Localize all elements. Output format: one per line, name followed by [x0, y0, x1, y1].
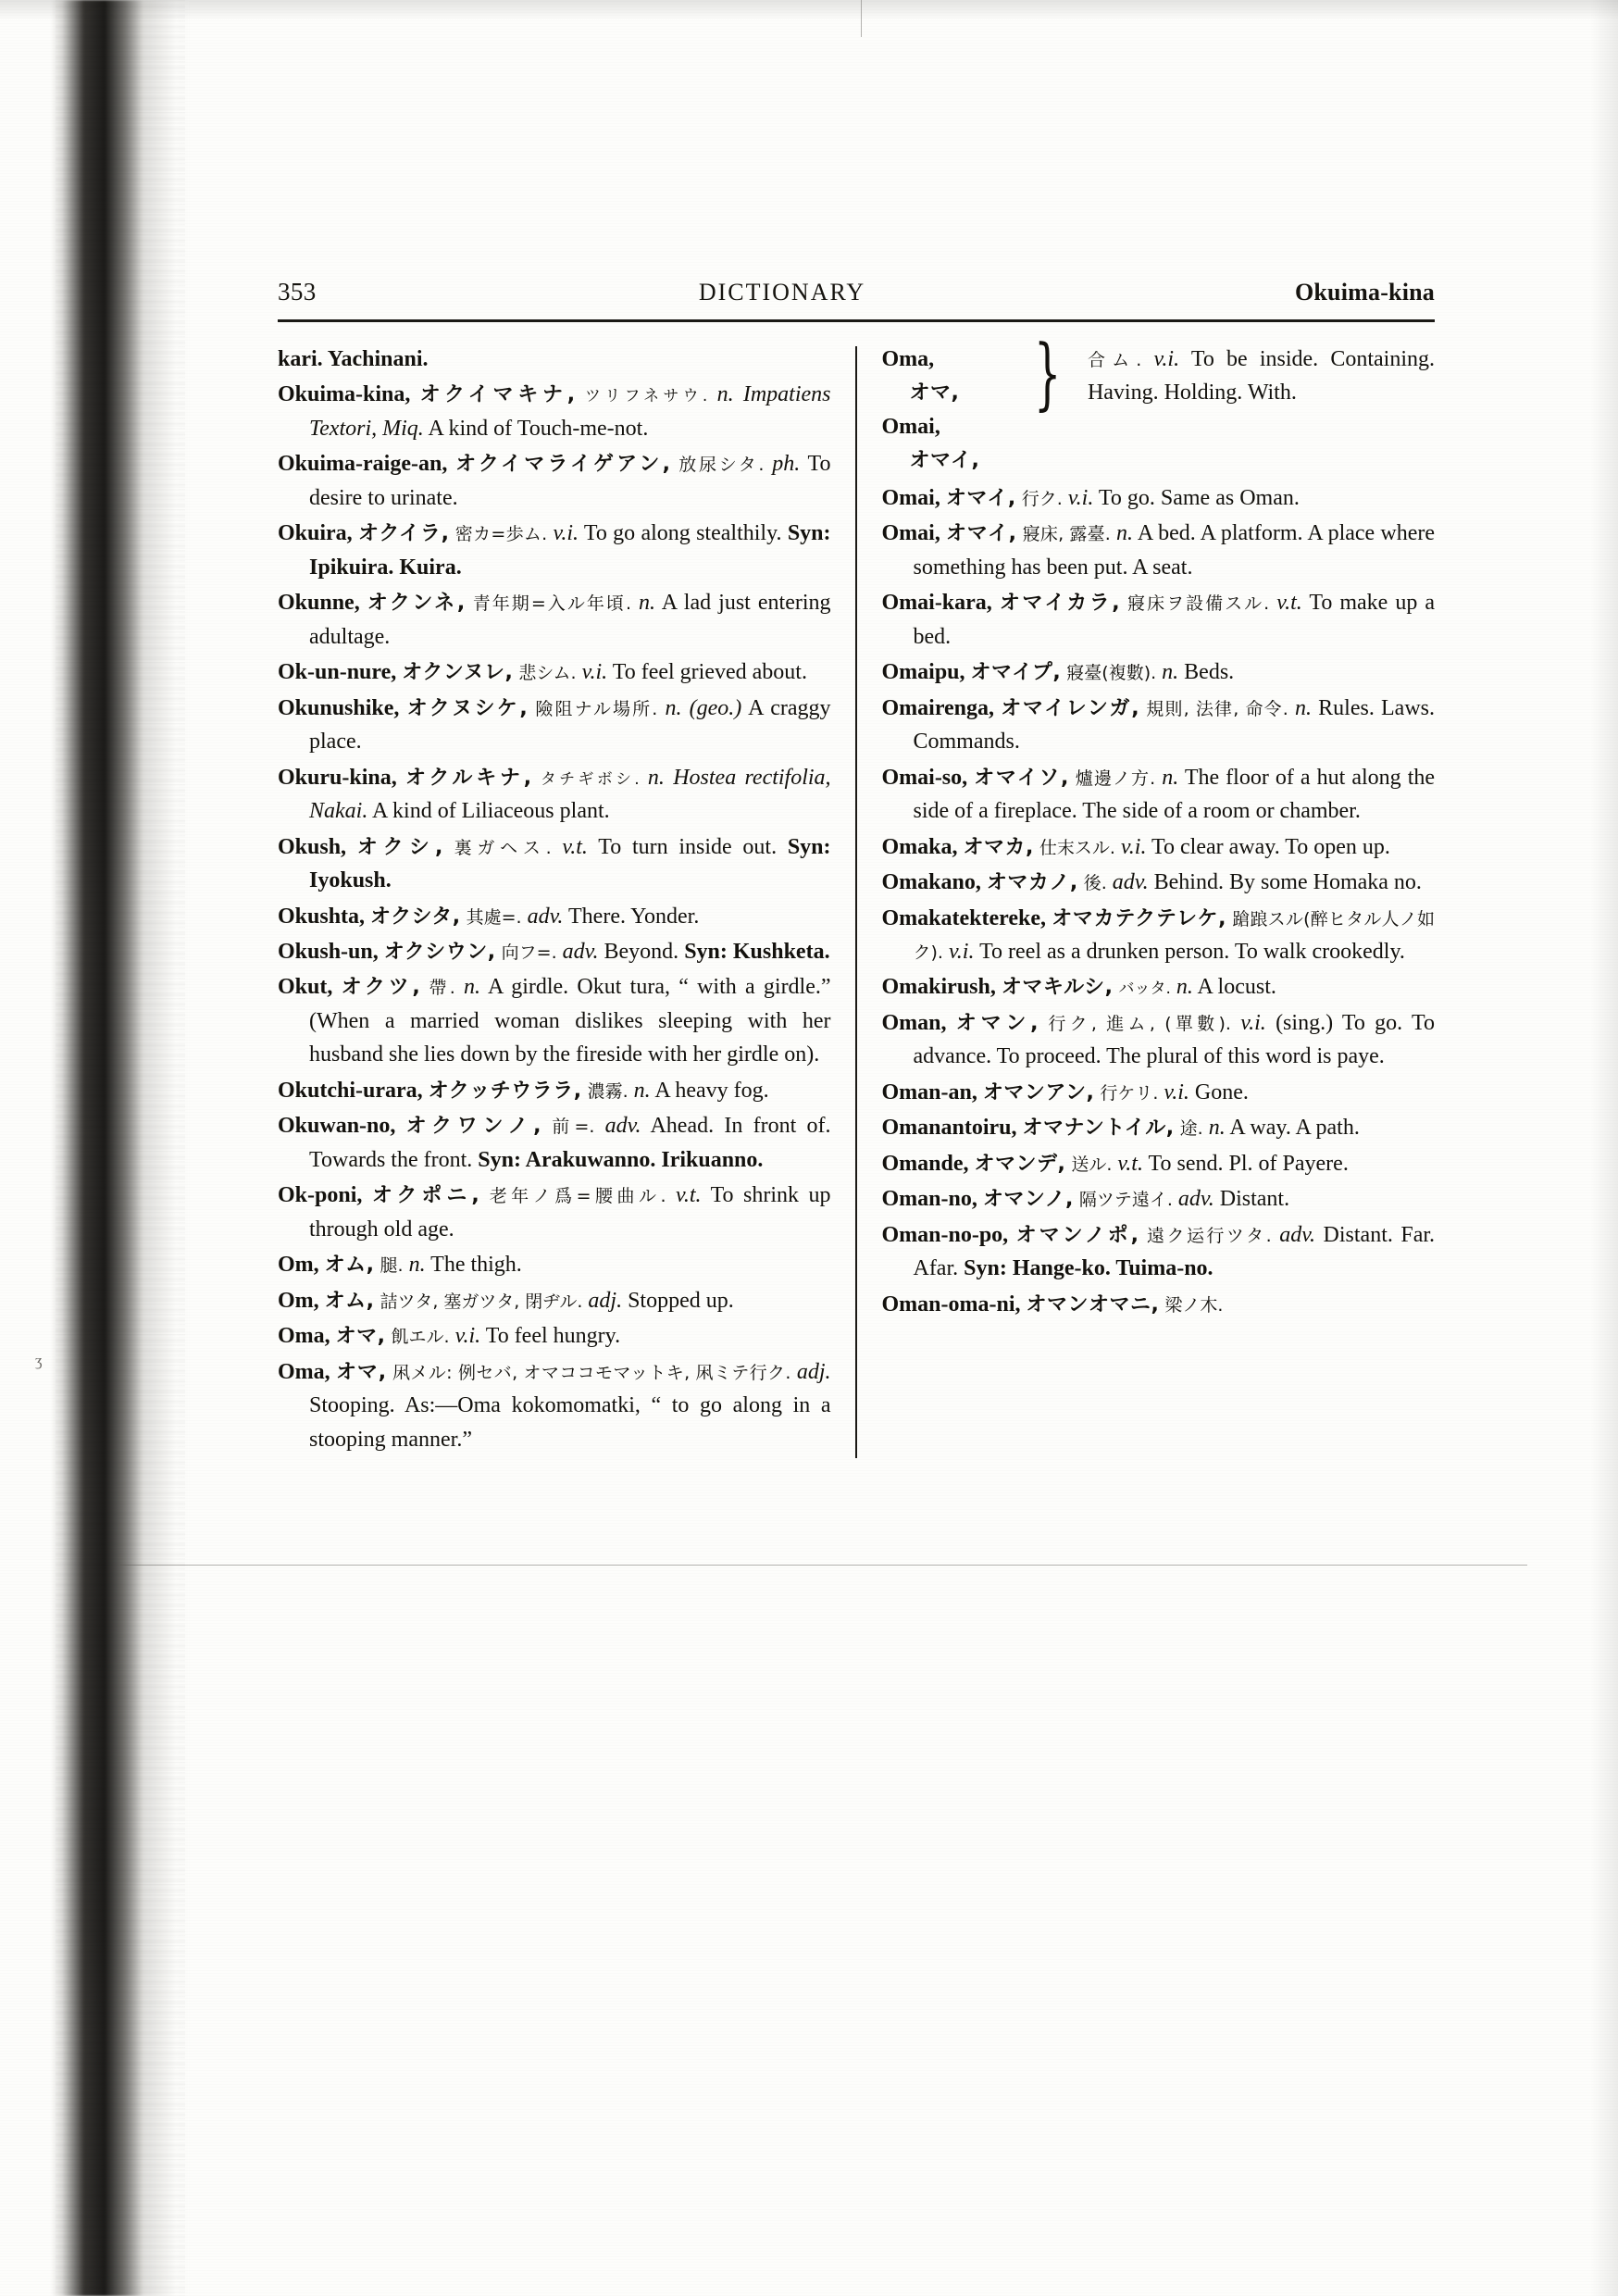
- carryover-line: [278, 343, 831, 376]
- entry-synonym: Syn: Arakuwanno. Irikuanno.: [478, 1147, 764, 1172]
- dictionary-entry: [278, 1074, 831, 1107]
- entry-gloss-kanji: 仕末スル.: [1039, 837, 1115, 858]
- entry-definition: To go. Same as Oman.: [1098, 485, 1300, 510]
- entry-definition: A lad just entering adultage.: [309, 591, 831, 649]
- entry-pos: v.i.: [1240, 1010, 1266, 1035]
- entry-gloss-kanji: 前=.: [552, 1117, 595, 1138]
- stray-pencil-mark: ʒ: [35, 1352, 43, 1369]
- columns-container: [278, 328, 1436, 1458]
- entry-gloss-kanji: 爐邊ノ方.: [1075, 767, 1156, 789]
- entry-kana: オマイレンガ,: [1001, 696, 1140, 720]
- entry-gloss-kanji: 行ケリ.: [1100, 1082, 1159, 1104]
- entry-definition: Ahead. In front of. Towards the front.: [309, 1114, 831, 1172]
- entry-kana: オマイソ,: [974, 766, 1069, 790]
- entry-pos: n.: [1162, 660, 1179, 685]
- entry-headword: Omande,: [881, 1151, 969, 1176]
- entry-definition: To be inside. Containing. Having. Holding. With.: [1087, 347, 1435, 406]
- dictionary-entry: [881, 517, 1435, 584]
- dictionary-entry: [278, 1248, 831, 1281]
- entry-definition: A heavy fog.: [654, 1078, 769, 1103]
- entry-definition: Beyond.: [604, 939, 679, 964]
- entry-pos: adv.: [527, 904, 564, 929]
- header-rule: [278, 319, 1435, 322]
- entry-headword: Okuwan-no,: [278, 1114, 396, 1139]
- entry-headword: Omai,: [881, 485, 940, 510]
- entry-headword: Omai-so,: [881, 765, 968, 790]
- entry-kana: オクワンノ,: [405, 1115, 541, 1139]
- dictionary-entry: [881, 866, 1435, 899]
- entry-synonym: Syn: Kushketa.: [684, 939, 830, 964]
- entry-headword: Omanantoiru,: [881, 1116, 1017, 1141]
- entry-gloss-kanji: 飢エル.: [391, 1327, 450, 1348]
- entry-gloss-kanji: 帶.: [429, 978, 455, 999]
- entry-kana: オクヌシケ,: [406, 696, 529, 720]
- dictionary-entry: [881, 1006, 1435, 1074]
- dictionary-entry: [881, 692, 1435, 759]
- entry-latin: Impatiens Textori, Miq.: [309, 382, 831, 441]
- entry-kana: オマカテクテレケ,: [1052, 906, 1227, 930]
- entry-definition: A girdle. Okut tura, “ with a girdle.” (When a married woman dislikes sleeping with her husband she lies down by the fireside with her girdle on).: [309, 975, 831, 1067]
- binding-gutter-speckle: [56, 0, 185, 2296]
- entry-kana: オマ,: [336, 1360, 387, 1384]
- entry-pos: v.t.: [1276, 591, 1302, 616]
- entry-gloss-kanji: 老年ノ爲=腰曲ル.: [489, 1186, 666, 1207]
- dictionary-entry: [278, 1284, 831, 1317]
- entry-kana: オクンネ,: [367, 592, 466, 616]
- page-title: DICTIONARY: [698, 279, 866, 306]
- entry-pos: n.: [647, 765, 665, 790]
- entry-pos: v.i.: [1120, 834, 1147, 859]
- entry-definition: To feel grieved about.: [612, 660, 807, 685]
- dictionary-entry: [881, 970, 1435, 1004]
- entry-gloss-kanji: 其處=.: [466, 906, 522, 928]
- entry-gloss-kanji: 險阻ナル場所.: [535, 698, 658, 719]
- entry-pos: n. (geo.): [665, 695, 742, 720]
- entry-kana: オクッチウララ,: [428, 1079, 582, 1103]
- entry-headword: Oman-no-po,: [881, 1222, 1009, 1247]
- entry-kana: オクシウン,: [383, 940, 496, 964]
- column-divider-rule: [855, 346, 858, 1458]
- entry-gloss-kanji: 向フ=.: [501, 942, 557, 963]
- curly-brace-icon: }: [1034, 328, 1062, 418]
- entry-pos: adv.: [604, 1114, 641, 1139]
- entry-kana: オマカ,: [963, 835, 1034, 859]
- entry-gloss-kanji: 蹌踉スル(醉ヒタル人ノ如ク).: [913, 908, 1435, 963]
- entry-definition: A locust.: [1197, 975, 1276, 1000]
- entry-headword: Omai,: [881, 521, 940, 546]
- dictionary-entry: [881, 830, 1435, 864]
- entry-pos: v.t.: [1117, 1151, 1143, 1176]
- entry-pos: v.i.: [1067, 485, 1094, 510]
- entry-kana: オマ,: [909, 381, 960, 406]
- entry-kana: オクイラ,: [357, 522, 450, 546]
- entry-pos: n.: [1208, 1116, 1226, 1141]
- entry-headword: Omai-kara,: [881, 591, 992, 616]
- entry-kana: オクツ,: [341, 976, 421, 1000]
- entry-headword: Okunne,: [278, 591, 360, 616]
- braced-definition: [1084, 343, 1435, 410]
- entry-headword: Okut,: [278, 975, 333, 1000]
- entry-kana: オマンオマニ,: [1026, 1292, 1160, 1316]
- entry-gloss-kanji: 凩メル: 例セバ, オマココモマットキ, 凩ミテ行ク.: [392, 1362, 791, 1383]
- entry-definition: Distant.: [1219, 1187, 1290, 1212]
- dictionary-entry: [881, 586, 1435, 654]
- entry-gloss-kana: タチギボシ.: [540, 769, 640, 789]
- entry-kana: オム,: [324, 1254, 375, 1278]
- dictionary-entry: [278, 655, 831, 689]
- entry-headword: Oma,: [278, 1359, 330, 1384]
- entry-headword: Oma,: [278, 1324, 330, 1349]
- entry-kana: オマキルシ,: [1001, 976, 1114, 1000]
- dictionary-entry: [278, 692, 831, 759]
- entry-gloss-kanji: 隔ツテ遠イ.: [1078, 1190, 1173, 1211]
- entry-headword: Omakatektereke,: [881, 905, 1046, 930]
- entry-definition: A kind of Liliaceous plant.: [372, 799, 610, 824]
- entry-headword: Oman-an,: [881, 1079, 977, 1104]
- page-crease-horizontal: [120, 1565, 1527, 1566]
- dictionary-entry: [278, 447, 831, 515]
- dictionary-entry: [881, 761, 1435, 829]
- dictionary-entry: [278, 935, 831, 968]
- entry-gloss-kanji: 合ム.: [1087, 350, 1142, 370]
- entry-pos: adv.: [562, 939, 599, 964]
- entry-definition: A bed. A platform. A place where something has been put. A seat.: [913, 521, 1436, 580]
- entry-kana: オマイ,: [946, 522, 1017, 546]
- entry-definition: Beds.: [1184, 660, 1235, 685]
- dictionary-entry: [278, 830, 831, 898]
- entry-kana: オマンデ,: [974, 1152, 1066, 1176]
- page-right-shadow: [1590, 0, 1618, 2296]
- entry-headword: Okunushike,: [278, 695, 400, 720]
- dictionary-entry: [881, 902, 1435, 969]
- entry-definition: To send. Pl. of Payere.: [1148, 1151, 1349, 1176]
- entry-definition: A craggy place.: [309, 695, 831, 755]
- entry-synonym: Syn: Hange-ko. Tuima-no.: [964, 1256, 1214, 1281]
- entry-gloss-kanji: 放尿シタ.: [678, 455, 765, 476]
- entry-gloss-kanji: 遠ク运行ツタ.: [1147, 1225, 1272, 1246]
- entry-gloss-kanji: 腿.: [380, 1255, 404, 1277]
- entry-gloss-kanji: 青年期=入ル年頃.: [472, 593, 631, 615]
- entry-gloss-kanji: 濃霧.: [587, 1080, 629, 1102]
- dictionary-entry: [278, 1179, 831, 1246]
- dictionary-entry: [278, 378, 831, 445]
- entry-kana: オム,: [324, 1289, 375, 1313]
- entry-kana: オクルキナ,: [405, 766, 532, 790]
- entry-pos: n.: [1176, 975, 1193, 1000]
- entry-gloss-kanji: 行ク, 進ム, (單數).: [1048, 1013, 1231, 1034]
- entry-gloss-kanji: 途.: [1179, 1118, 1203, 1140]
- right-column: [877, 328, 1436, 1458]
- entry-pos: n.: [716, 382, 734, 407]
- entry-pos: n.: [1116, 521, 1134, 546]
- entry-kana: オクポニ,: [371, 1184, 480, 1208]
- entry-gloss-kanji: 寢臺(複數).: [1066, 663, 1157, 684]
- entry-kana: オクシ,: [356, 835, 443, 859]
- dictionary-page: [278, 278, 1435, 1458]
- dictionary-entry: [278, 1355, 831, 1456]
- braced-headwords: [881, 343, 1034, 478]
- entry-kana: オクイマライゲアン,: [455, 453, 671, 477]
- dictionary-entry: [881, 1288, 1435, 1321]
- entry-kana: オマイ,: [909, 449, 980, 473]
- entry-kana: オマンアン,: [982, 1080, 1095, 1104]
- entry-pos: v.t.: [675, 1183, 702, 1208]
- entry-headword: Okuima-raige-an,: [278, 452, 448, 477]
- entry-gloss-kanji: 寢床ヲ設備スル.: [1127, 593, 1270, 615]
- entry-kana: オクンヌレ,: [402, 661, 514, 685]
- entry-pos: n.: [408, 1253, 426, 1278]
- entry-gloss-kanji: 規則, 法律, 命令.: [1146, 698, 1288, 719]
- braced-dictionary-entry: [881, 328, 1435, 478]
- entry-definition: The floor of a hut along the side of a fireplace. The side of a room or chamber.: [913, 765, 1436, 824]
- entry-pos: ph.: [772, 452, 801, 477]
- entry-gloss-kanji: 梁ノ木.: [1164, 1294, 1224, 1316]
- dictionary-entry: [278, 900, 831, 933]
- entry-pos: adv.: [1177, 1187, 1214, 1212]
- dictionary-entry: [278, 761, 831, 829]
- entry-gloss-kanji: 行ク.: [1021, 488, 1063, 509]
- entry-definition: Rules. Laws. Commands.: [913, 695, 1435, 755]
- entry-headword: Oman-no,: [881, 1187, 977, 1212]
- entry-gloss-kanji: 裏ガヘス.: [454, 837, 552, 858]
- entry-kana: オマン,: [955, 1011, 1039, 1035]
- entry-headword: Okush-un,: [278, 939, 379, 964]
- entry-pos: v.i.: [553, 521, 579, 546]
- entry-definition: Behind. By some Homaka no.: [1153, 870, 1422, 895]
- entry-pos: n.: [464, 975, 481, 1000]
- entry-pos: v.i.: [454, 1324, 481, 1349]
- entry-pos: v.i.: [581, 660, 608, 685]
- entry-pos: adj.: [796, 1359, 831, 1384]
- entry-definition: To reel as a drunken person. To walk crookedly.: [979, 939, 1405, 964]
- entry-kana: オクイマキナ,: [419, 383, 576, 407]
- entry-definition: To make up a bed.: [913, 591, 1436, 649]
- entry-kana: オクシタ,: [370, 905, 461, 929]
- entry-gloss-kana: バッタ.: [1118, 980, 1171, 999]
- entry-gloss-kana: ツリフネサウ.: [584, 387, 708, 406]
- entry-kana: オマナントイル,: [1022, 1117, 1175, 1141]
- dictionary-entry: [278, 970, 831, 1071]
- entry-pos: v.i.: [948, 939, 975, 964]
- page-crease-vertical: [861, 0, 862, 37]
- entry-pos: n.: [1295, 695, 1312, 720]
- entry-headword: Omai,: [881, 414, 940, 439]
- entry-definition: To desire to urinate.: [309, 452, 831, 510]
- entry-headword: Okushta,: [278, 904, 366, 929]
- entry-pos: n.: [633, 1078, 651, 1103]
- entry-headword: Omaka,: [881, 834, 958, 859]
- entry-pos: v.i.: [1164, 1079, 1189, 1104]
- entry-gloss-kanji: 寢床, 露臺.: [1022, 524, 1111, 545]
- entry-definition: There. Yonder.: [568, 904, 700, 929]
- entry-headword: Omaipu,: [881, 660, 965, 685]
- entry-headword: Oman-oma-ni,: [881, 1292, 1021, 1316]
- page-top-shadow: [0, 0, 1618, 20]
- dictionary-entry: [881, 655, 1435, 689]
- entry-pos: adj.: [588, 1288, 623, 1313]
- entry-definition: Stooping. As:—Oma kokomomatki, “ to go along in a stooping manner.”: [309, 1393, 831, 1452]
- entry-headword: Omakano,: [881, 870, 981, 895]
- entry-headword: Oma,: [881, 347, 935, 371]
- entry-definition: Stopped up.: [628, 1288, 734, 1313]
- entry-kana: オマンノポ,: [1015, 1223, 1139, 1247]
- entry-gloss-kanji: 送ル.: [1071, 1154, 1113, 1175]
- entry-definition: A kind of Touch-me-not.: [428, 416, 649, 441]
- entry-headword: Ok-un-nure,: [278, 660, 397, 685]
- left-column: [278, 343, 855, 1458]
- dictionary-entry: [881, 1218, 1435, 1286]
- dictionary-entry: [278, 1109, 831, 1177]
- entry-headword: Om,: [278, 1253, 319, 1278]
- entry-kana: オマイカラ,: [999, 592, 1121, 616]
- entry-headword: Omairenga,: [881, 695, 995, 720]
- entry-definition: Gone.: [1194, 1079, 1249, 1104]
- entry-kana: オマカノ,: [986, 871, 1078, 895]
- entry-headword: Okuira,: [278, 521, 353, 546]
- dictionary-entry: [278, 517, 831, 584]
- entry-definition: To go along stealthily.: [583, 521, 782, 546]
- entry-synonym: Syn: Iyokush.: [309, 834, 831, 893]
- entry-gloss-kanji: 詰ツタ, 塞ガツタ, 閉ヂル.: [380, 1291, 583, 1312]
- entry-definition: To shrink up through old age.: [309, 1183, 831, 1242]
- entry-definition: To feel hungry.: [485, 1324, 621, 1349]
- dictionary-entry: [881, 1147, 1435, 1180]
- page-number: 353: [278, 278, 317, 306]
- entry-definition: The thigh.: [430, 1253, 522, 1278]
- entry-kana: オマイプ,: [970, 661, 1062, 685]
- carryover-text: kari. Yachinani.: [278, 347, 429, 371]
- entry-pos: adv.: [1112, 870, 1149, 895]
- entry-definition: (sing.) To go. To advance. To proceed. The plural of this word is paye.: [913, 1010, 1436, 1069]
- entry-definition: Distant. Far. Afar.: [913, 1222, 1436, 1281]
- entry-pos: adv.: [1279, 1222, 1316, 1247]
- dictionary-entry: [881, 481, 1435, 515]
- running-head: Okuima-kina: [1294, 279, 1435, 306]
- entry-kana: オマ,: [335, 1325, 386, 1349]
- entry-gloss-kanji: 悲シム.: [518, 663, 577, 684]
- entry-kana: オマンノ,: [982, 1188, 1074, 1212]
- entry-headword: Okush,: [278, 834, 347, 859]
- entry-definition: A way. A path.: [1229, 1116, 1360, 1141]
- entry-headword: Okutchi-urara,: [278, 1078, 423, 1103]
- entry-pos: v.t.: [562, 834, 588, 859]
- dictionary-entry: [881, 1076, 1435, 1109]
- dictionary-entry: [881, 1111, 1435, 1144]
- entry-definition: To turn inside out.: [598, 834, 778, 859]
- dictionary-entry: [881, 1182, 1435, 1216]
- entry-gloss-kanji: 後.: [1083, 873, 1107, 894]
- dictionary-entry: [278, 1319, 831, 1353]
- entry-definition: To clear away. To open up.: [1151, 834, 1390, 859]
- entry-pos: n.: [639, 591, 656, 616]
- entry-kana: オマイ,: [945, 486, 1016, 510]
- entry-headword: Oman,: [881, 1010, 947, 1035]
- entry-pos: n.: [1162, 765, 1179, 790]
- entry-headword: Okuru-kina,: [278, 765, 397, 790]
- entry-pos: v.i.: [1153, 347, 1180, 371]
- entry-gloss-kanji: 密カ=歩ム.: [454, 524, 548, 545]
- entry-latin: Hostea rectifolia, Nakai.: [309, 765, 831, 824]
- entry-headword: Omakirush,: [881, 975, 996, 1000]
- entry-headword: Okuima-kina,: [278, 382, 411, 407]
- page-header: [278, 278, 1435, 306]
- entry-headword: Ok-poni,: [278, 1183, 363, 1208]
- entry-synonym: Syn: Ipikuira. Kuira.: [309, 521, 831, 580]
- entry-headword: Om,: [278, 1288, 319, 1313]
- dictionary-entry: [278, 586, 831, 654]
